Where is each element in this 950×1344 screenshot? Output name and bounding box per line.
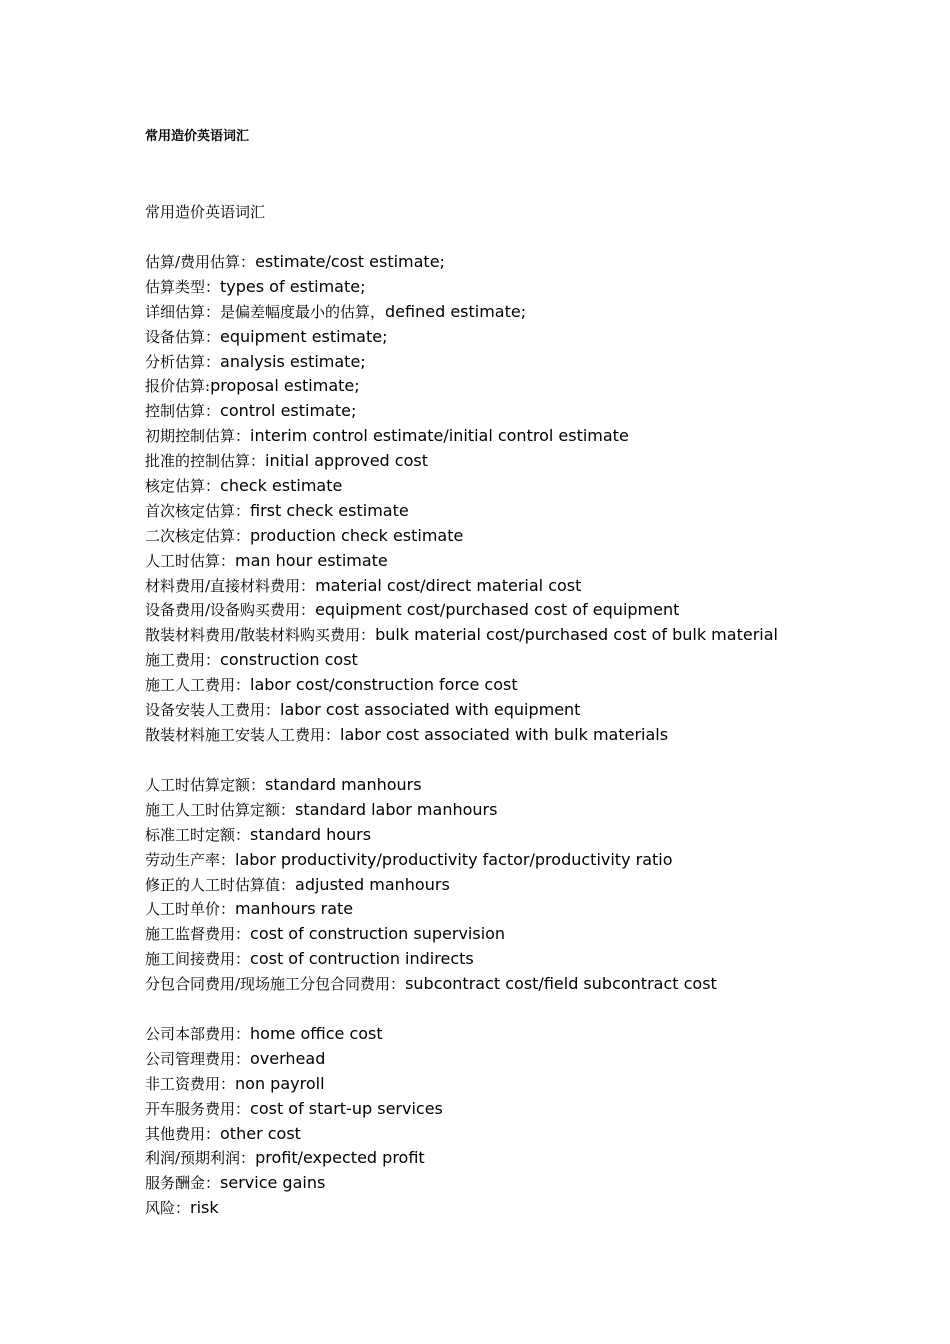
term-chinese: 分包合同费用/现场施工分包合同费用： xyxy=(145,975,406,994)
term-english: cost of construction supervision xyxy=(250,924,506,944)
glossary-entry xyxy=(145,524,778,549)
glossary-entry xyxy=(145,723,778,748)
glossary-entry xyxy=(145,574,778,599)
term-english: overhead xyxy=(250,1048,326,1068)
term-chinese: 设备估算： xyxy=(145,327,221,346)
term-chinese: 施工费用： xyxy=(145,651,221,670)
term-chinese: 标准工时定额： xyxy=(145,825,251,844)
term-english: initial approved cost xyxy=(265,451,428,471)
glossary-entry xyxy=(145,399,778,424)
glossary-entry xyxy=(145,499,778,524)
term-english: standard labor manhours xyxy=(295,799,498,819)
glossary-group-3 xyxy=(145,1022,443,1221)
term-chinese: 施工人工费用： xyxy=(145,676,251,695)
term-english: non payroll xyxy=(235,1073,325,1093)
term-chinese: 服务酬金： xyxy=(145,1174,221,1193)
term-english: production check estimate xyxy=(250,525,464,545)
term-chinese: 其他费用： xyxy=(145,1124,221,1143)
term-chinese: 利润/预期利润： xyxy=(145,1149,256,1168)
term-chinese: 非工资费用： xyxy=(145,1074,236,1093)
glossary-entry xyxy=(145,549,778,574)
glossary-entry xyxy=(145,350,778,375)
term-english: control estimate; xyxy=(220,401,357,421)
term-chinese: 材料费用/直接材料费用： xyxy=(145,576,316,595)
glossary-entry xyxy=(145,873,717,898)
term-english: man hour estimate xyxy=(235,550,388,570)
term-english: defined estimate; xyxy=(385,301,527,321)
glossary-entry xyxy=(145,623,778,648)
term-english: cost of start-up services xyxy=(250,1098,443,1118)
term-english: standard hours xyxy=(250,824,372,844)
glossary-entry xyxy=(145,1146,443,1171)
term-chinese: 设备费用/设备购买费用： xyxy=(145,601,316,620)
term-chinese: 人工时估算： xyxy=(145,551,236,570)
term-english: home office cost xyxy=(250,1024,383,1043)
glossary-entry xyxy=(145,972,717,997)
glossary-entry xyxy=(145,300,778,325)
glossary-entry xyxy=(145,1171,443,1196)
term-chinese: 人工时单价： xyxy=(145,900,236,919)
term-english: check estimate xyxy=(220,476,343,496)
term-english: types of estimate; xyxy=(220,276,366,296)
term-chinese: 批准的控制估算： xyxy=(145,452,266,471)
term-chinese: 施工间接费用： xyxy=(145,950,251,969)
glossary-entry xyxy=(145,698,778,723)
glossary-entry xyxy=(145,823,717,848)
glossary-entry xyxy=(145,1022,443,1047)
term-english: labor cost/construction force cost xyxy=(250,675,518,695)
glossary-entry xyxy=(145,424,778,449)
term-chinese: 开车服务费用： xyxy=(145,1099,251,1118)
term-english: construction cost xyxy=(220,650,358,670)
term-english: labor productivity/productivity factor/productivity ratio xyxy=(235,849,673,869)
term-chinese: 人工时估算定额： xyxy=(145,776,266,794)
term-chinese: 估算类型： xyxy=(145,277,221,296)
term-english: analysis estimate; xyxy=(220,351,366,371)
term-chinese: 分析估算： xyxy=(145,352,221,371)
term-chinese: 详细估算：是偏差幅度最小的估算， xyxy=(145,302,386,321)
glossary-entry xyxy=(145,1072,443,1097)
term-chinese: 施工监督费用： xyxy=(145,925,251,944)
term-english: manhours rate xyxy=(235,899,354,919)
glossary-entry xyxy=(145,848,717,873)
term-chinese: 修正的人工时估算值： xyxy=(145,875,296,894)
glossary-entry xyxy=(145,449,778,474)
glossary-entry xyxy=(145,598,778,623)
glossary-entry xyxy=(145,673,778,698)
term-english: labor cost associated with equipment xyxy=(280,700,581,720)
term-chinese: 二次核定估算： xyxy=(145,526,251,545)
term-chinese: 报价估算: xyxy=(145,377,211,396)
term-chinese: 控制估算： xyxy=(145,402,221,421)
document-subtitle: 常用造价英语词汇 xyxy=(145,203,266,221)
glossary-entry xyxy=(145,897,717,922)
term-english: estimate/cost estimate; xyxy=(255,252,445,271)
term-english: proposal estimate; xyxy=(210,376,360,396)
term-english: adjusted manhours xyxy=(295,874,450,894)
term-chinese: 初期控制估算： xyxy=(145,427,251,446)
term-chinese: 散装材料施工安装人工费用： xyxy=(145,725,341,744)
term-english: standard manhours xyxy=(265,775,422,794)
glossary-entry xyxy=(145,947,717,972)
term-english: equipment cost/purchased cost of equipment xyxy=(315,600,680,620)
glossary-entry xyxy=(145,474,778,499)
glossary-entry xyxy=(145,1196,443,1221)
term-chinese: 施工人工时估算定额： xyxy=(145,800,296,819)
term-english: subcontract cost/field subcontract cost xyxy=(405,974,717,994)
term-chinese: 散装材料费用/散装材料购买费用： xyxy=(145,626,376,645)
glossary-entry xyxy=(145,250,778,275)
term-chinese: 劳动生产率： xyxy=(145,850,236,869)
term-english: bulk material cost/purchased cost of bulk material xyxy=(375,625,778,645)
glossary-entry xyxy=(145,648,778,673)
glossary-entry xyxy=(145,1097,443,1122)
glossary-entry xyxy=(145,798,717,823)
glossary-entry xyxy=(145,773,717,798)
glossary-entry xyxy=(145,1047,443,1072)
term-english: interim control estimate/initial control estimate xyxy=(250,426,629,446)
term-english: profit/expected profit xyxy=(255,1148,425,1168)
document-title: 常用造价英语词汇 xyxy=(145,129,250,144)
term-english: service gains xyxy=(220,1173,326,1193)
term-chinese: 首次核定估算： xyxy=(145,501,251,520)
glossary-entry xyxy=(145,922,717,947)
glossary-group-1 xyxy=(145,250,778,748)
glossary-entry xyxy=(145,275,778,300)
term-english: material cost/direct material cost xyxy=(315,575,582,595)
term-chinese: 估算/费用估算： xyxy=(145,253,256,271)
term-chinese: 公司本部费用： xyxy=(145,1025,251,1043)
term-english: cost of contruction indirects xyxy=(250,949,474,969)
glossary-entry xyxy=(145,1122,443,1147)
glossary-group-2 xyxy=(145,773,717,997)
term-chinese: 核定估算： xyxy=(145,477,221,496)
term-chinese: 风险： xyxy=(145,1199,191,1218)
term-chinese: 设备安装人工费用： xyxy=(145,701,281,720)
term-english: labor cost associated with bulk materials xyxy=(340,724,669,744)
glossary-entry xyxy=(145,374,778,399)
term-english: other cost xyxy=(220,1123,301,1143)
term-english: risk xyxy=(190,1198,219,1218)
term-english: equipment estimate; xyxy=(220,326,388,346)
term-english: first check estimate xyxy=(250,500,409,520)
glossary-entry xyxy=(145,325,778,350)
term-chinese: 公司管理费用： xyxy=(145,1049,251,1068)
